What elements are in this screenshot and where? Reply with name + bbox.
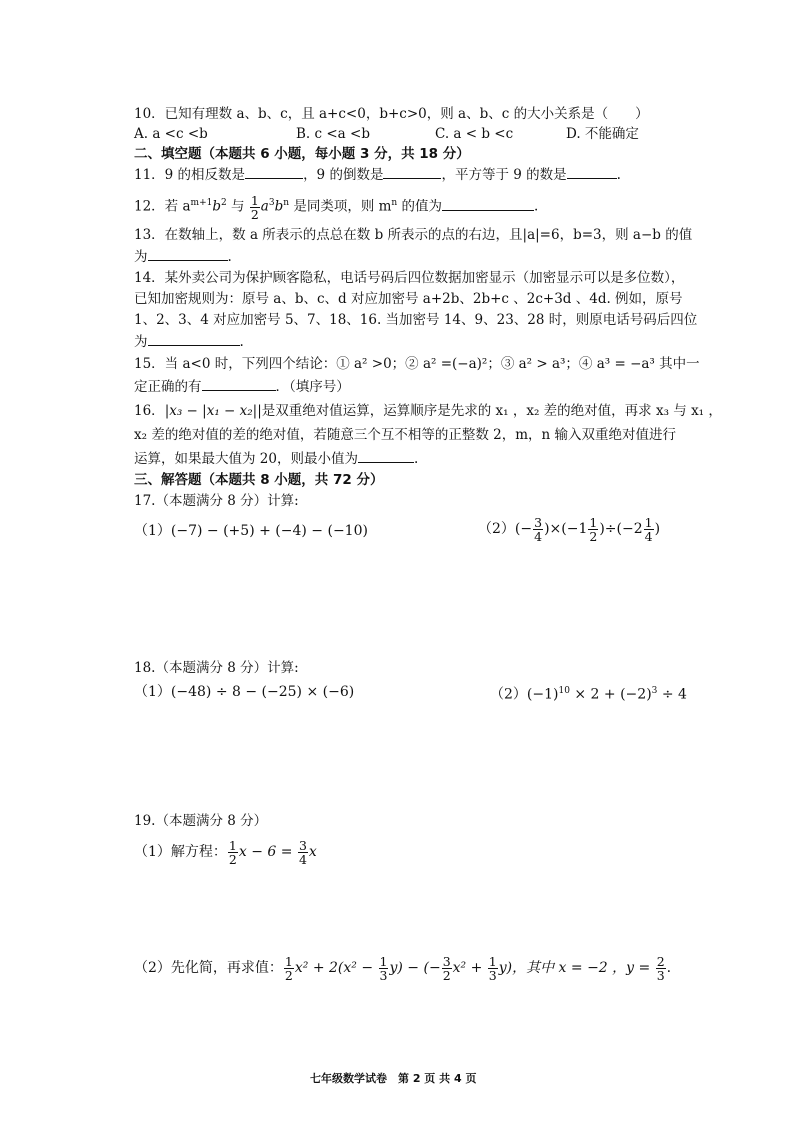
section-2-heading: 二、填空题（本题共 6 小题，每小题 3 分，共 18 分） — [134, 146, 470, 162]
denominator: 2 — [250, 206, 259, 222]
question-18-heading: 18.（本题满分 8 分）计算: — [134, 660, 299, 676]
numerator: 1 — [379, 953, 388, 969]
question-10-option-c: C. a < b <c — [435, 126, 514, 142]
question-12 — [134, 188, 538, 222]
answer-blank — [358, 449, 414, 463]
fraction — [228, 839, 238, 866]
expr-text: × 2 + (−2) — [569, 686, 652, 703]
q11-text-a: 11．9 的相反数是 — [134, 167, 246, 183]
denominator: 2 — [284, 967, 293, 983]
fraction — [533, 516, 543, 543]
fraction — [284, 955, 294, 982]
q12-text: 是同类项，则 m — [289, 198, 392, 215]
fraction — [644, 516, 654, 543]
q15-text: 定正确的有 — [134, 379, 202, 395]
expr-text: x — [308, 844, 317, 860]
question-10-option-a: A. a <c <b — [134, 126, 208, 142]
denominator: 3 — [656, 967, 665, 983]
question-11 — [134, 165, 621, 184]
q13-text: . — [227, 249, 232, 265]
question-14-line-3: 1、2、3、4 对应加密号 5、7、18、16. 当加密号 14、9、23、28 时，则原电话号码后四位 — [134, 312, 698, 328]
q12-text: a — [260, 198, 269, 215]
question-19-heading: 19.（本题满分 8 分） — [134, 813, 268, 829]
fraction — [588, 516, 598, 543]
question-10-option-b: B. c <a <b — [296, 126, 370, 142]
q16-text: . — [413, 451, 419, 467]
numerator: 1 — [250, 192, 259, 208]
question-15-line-1: 15．当 a<0 时，下列四个结论：① a² >0；② a² =(−a)²；③ a² > a³；④ a³ = −a³ 其中一 — [134, 356, 700, 372]
question-16-line-1 — [134, 402, 722, 420]
q14-text: . — [239, 334, 244, 350]
double-absolute-value-expression: |x₃ − |x₁ − x₂|| — [164, 403, 262, 419]
question-16-line-2: x₂ 差的绝对值的差的绝对值，若随意三个互不相等的正整数 2，m，n 输入双重绝对值进行 — [134, 427, 676, 443]
fraction — [379, 955, 389, 982]
q12-exponent: m+1 — [190, 198, 213, 208]
question-13-line-2 — [134, 247, 232, 266]
q12-text: 与 — [226, 198, 249, 215]
fraction — [488, 955, 498, 982]
question-19-part-2 — [134, 952, 671, 984]
fraction — [298, 839, 308, 866]
expr-text: y) − (− — [389, 960, 441, 976]
expr-text: (− — [514, 521, 533, 537]
question-14-line-2: 已知加密规则为：原号 a、b、c、d 对应加密号 a+2b、2b+c 、2c+3d 、4d. 例如，原号 — [134, 291, 683, 307]
numerator: 1 — [589, 514, 598, 530]
expr-text: x² + 2(x² − — [294, 960, 378, 976]
answer-blank — [245, 165, 303, 179]
q16-text: 16． — [134, 403, 165, 419]
expr-text: )×(−1 — [544, 521, 588, 537]
answer-blank — [442, 197, 534, 211]
part-label: （1）解方程： — [134, 844, 227, 860]
expr-text: )÷(−2 — [599, 521, 643, 537]
denominator: 4 — [298, 851, 307, 867]
part-label: （2）先化简，再求值： — [134, 960, 283, 976]
answer-blank — [148, 332, 240, 346]
q16-text: 是双重绝对值运算，运算顺序是先求的 x₁ ，x₂ 差的绝对值，再求 x₃ 与 x₁ ， — [261, 403, 722, 419]
expr-text: ÷ 4 — [657, 686, 687, 703]
question-13-line-1: 13．在数轴上，数 a 所表示的点总在数 b 所表示的点的右边，且|a|=6，b=3，则 a−b 的值 — [134, 227, 693, 243]
fraction — [250, 194, 260, 221]
q14-text: 为 — [134, 334, 148, 350]
answer-blank — [567, 165, 617, 179]
denominator: 2 — [228, 851, 237, 867]
denominator: 2 — [589, 528, 598, 544]
fraction — [656, 955, 666, 982]
expr-text: . — [666, 960, 672, 976]
numerator: 1 — [284, 953, 293, 969]
q12-exponent: 3 — [268, 198, 275, 208]
q13-text: 为 — [134, 249, 148, 265]
q12-text: 12．若 a — [134, 198, 191, 215]
answer-blank — [148, 247, 228, 261]
q12-text: b — [212, 198, 221, 215]
q12-text: . — [534, 198, 539, 215]
page-footer: 七年级数学试卷 第 2 页 共 4 页 — [310, 1072, 477, 1085]
question-17-heading: 17.（本题满分 8 分）计算: — [134, 493, 299, 509]
expr-text: x − 6 = — [238, 844, 297, 860]
expr-text: y)，其中 x = −2 ，y = — [498, 960, 655, 976]
numerator: 3 — [534, 514, 543, 530]
numerator: 3 — [442, 953, 451, 969]
exponent: 3 — [651, 686, 658, 696]
question-16-line-3 — [134, 449, 418, 468]
q11-text-d: . — [616, 167, 621, 183]
numerator: 1 — [228, 837, 237, 853]
answer-blank — [383, 165, 441, 179]
q11-text-b: ，9 的倒数是 — [303, 167, 384, 183]
numerator: 1 — [644, 514, 653, 530]
expr-text: （2）(−1) — [490, 686, 559, 703]
denominator: 4 — [644, 528, 653, 544]
part-label: （2） — [478, 521, 515, 537]
fraction — [442, 955, 452, 982]
denominator: 3 — [488, 967, 497, 983]
denominator: 2 — [442, 967, 451, 983]
q12-exponent: 2 — [221, 198, 227, 208]
numerator: 1 — [488, 953, 497, 969]
q12-text: b — [274, 198, 284, 215]
numerator: 3 — [298, 837, 307, 853]
question-17-part-1: （1）(−7) − (+5) + (−4) − (−10) — [134, 523, 368, 539]
q12-text: 的值为 — [397, 198, 443, 215]
question-15-line-2 — [134, 377, 350, 396]
exponent: 10 — [558, 686, 570, 696]
q11-text-c: ，平方等于 9 的数是 — [441, 167, 567, 183]
question-19-part-1 — [134, 836, 317, 868]
question-17-part-2 — [478, 512, 660, 546]
question-14-line-1: 14．某外卖公司为保护顾客隐私，电话号码后四位数据加密显示（加密显示可以是多位数）， — [134, 270, 685, 286]
q16-text: 运算，如果最大值为 20，则最小值为 — [134, 451, 358, 467]
denominator: 3 — [379, 967, 388, 983]
question-14-line-4 — [134, 332, 244, 351]
section-3-heading: 三、解答题（本题共 8 小题，共 72 分） — [134, 472, 384, 488]
q15-text: ．（填序号） — [275, 379, 350, 395]
answer-blank — [202, 377, 276, 391]
denominator: 4 — [534, 528, 543, 544]
question-18-part-2 — [490, 682, 687, 704]
expr-text: x² + — [452, 960, 487, 976]
q12-exponent: n — [391, 198, 398, 208]
question-10-stem: 10．已知有理数 a、b、c，且 a+c<0，b+c>0，则 a、b、c 的大小关系是（ ） — [134, 106, 649, 122]
q12-exponent: n — [283, 198, 290, 208]
numerator: 2 — [656, 953, 665, 969]
question-10-option-d: D. 不能确定 — [566, 126, 639, 142]
expr-text: ) — [654, 521, 661, 537]
question-18-part-1: （1）(−48) ÷ 8 − (−25) × (−6) — [134, 684, 355, 700]
